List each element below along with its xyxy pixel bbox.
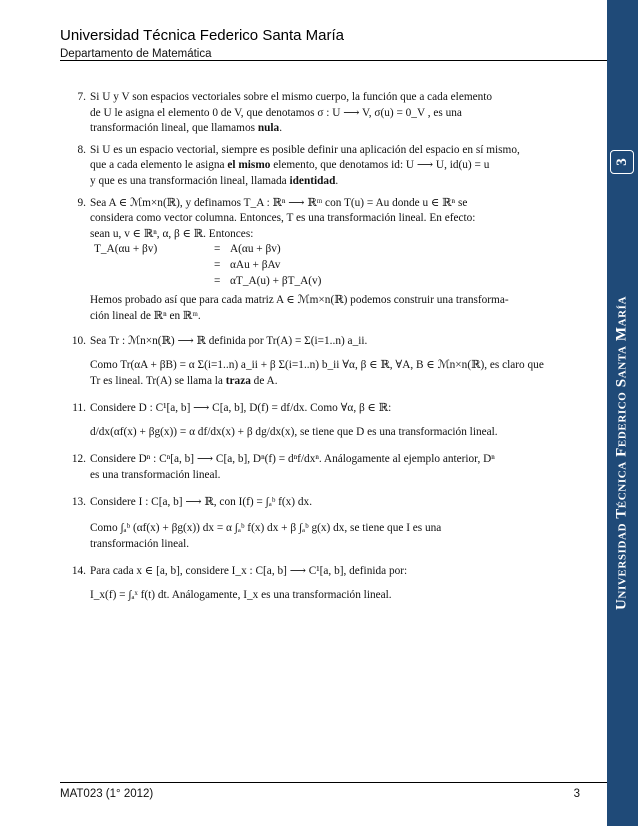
list-item: 10. Sea Tr : ℳn×n(ℝ) ⟶ ℝ definida por Tr(A) = Σ(i=1..n) a_ii. Como Tr(αA + βB) = α Σ(i=1..n) a_ii + β Σ(i=1..n) b_ii ∀α, β ∈ ℝ, ∀A, B ∈ ℳn×n(ℝ), es claro que Tr es lineal. Tr(A) se llama la traza de A. (71, 335, 544, 387)
document-body (62, 90, 582, 609)
department-name: Departamento de Matemática (60, 48, 212, 60)
list-item: 7. Si U y V son espacios vectoriales sobre el mismo cuerpo, la función que a cada elemento de U le asigna el elemento 0 de V, que denotamos σ : U ⟶ V, σ(u) = 0_V , es una transformación lineal, que llamamos nula. (77, 91, 493, 135)
list-item: 8. Si U es un espacio vectorial, siempre es posible definir una aplicación del espacio en sí mismo, que a cada elemento le asigna el mismo elemento, que denotamos id: U ⟶ U, id(u) = u y que es una transformación lineal, llamada identidad. (77, 143, 520, 187)
list-item: 9. Sea A ∈ ℳm×n(ℝ), y definamos T_A : ℝⁿ ⟶ ℝᵐ con T(u) = Au donde u ∈ ℝⁿ se considera como vector columna. Entonces, T es una transformación lineal. En efecto: sean u, v ∈ ℝⁿ, α, β ∈ ℝ. Entonces: T_A(αu + βv) = A(αu + βv) = αAu + βAv = αT_A(u) + βT_A(v) Hemos probado así que para cada matriz A ∈ ℳm×n(ℝ) podemos construir una transforma- ción lineal de ℝⁿ en ℝᵐ. (62, 196, 582, 325)
list-item: 12. Considere Dⁿ : Cⁿ[a, b] ⟶ C[a, b], Dⁿ(f) = dⁿf/dxⁿ. Análogamente al ejemplo anterior, Dⁿ es una transformación lineal. (71, 453, 495, 481)
equation-block: T_A(αu + βv) = A(αu + βv) = αAu + βAv = αT_A(u) + βT_A(v) (94, 243, 322, 287)
list-item: 11. Considere D : C¹[a, b] ⟶ C[a, b], D(f) = df/dx. Como ∀α, β ∈ ℝ: d/dx(αf(x) + βg(x)) = α df/dx(x) + β dg/dx(x), se tiene que D es una transformación lineal. (72, 402, 498, 438)
page-header (60, 26, 606, 61)
footer-divider (60, 782, 607, 783)
sidebar-university-text: Universidad Técnica Federico Santa María (613, 295, 630, 610)
page-number-badge: 3 (610, 150, 634, 174)
page-footer (60, 788, 580, 800)
list-item: 13. Considere I : C[a, b] ⟶ ℝ, con I(f) = ∫ₐᵇ f(x) dx. Como ∫ₐᵇ (αf(x) + βg(x)) dx = α ∫ₐᵇ f(x) dx + β ∫ₐᵇ g(x) dx, se tiene que I es una transformación lineal. (71, 496, 442, 550)
sidebar-band (607, 0, 638, 826)
header-divider (60, 60, 607, 61)
list-item: 14. Para cada x ∈ [a, b], considere I_x : C[a, b] ⟶ C¹[a, b], definida por: I_x(f) = ∫ₐˣ f(t) dt. Análogamente, I_x es una transformación lineal. (71, 565, 408, 601)
course-code: MAT023 (1° 2012) (60, 788, 154, 800)
university-name: Universidad Técnica Federico Santa María (60, 27, 345, 44)
page-number: 3 (573, 788, 580, 800)
